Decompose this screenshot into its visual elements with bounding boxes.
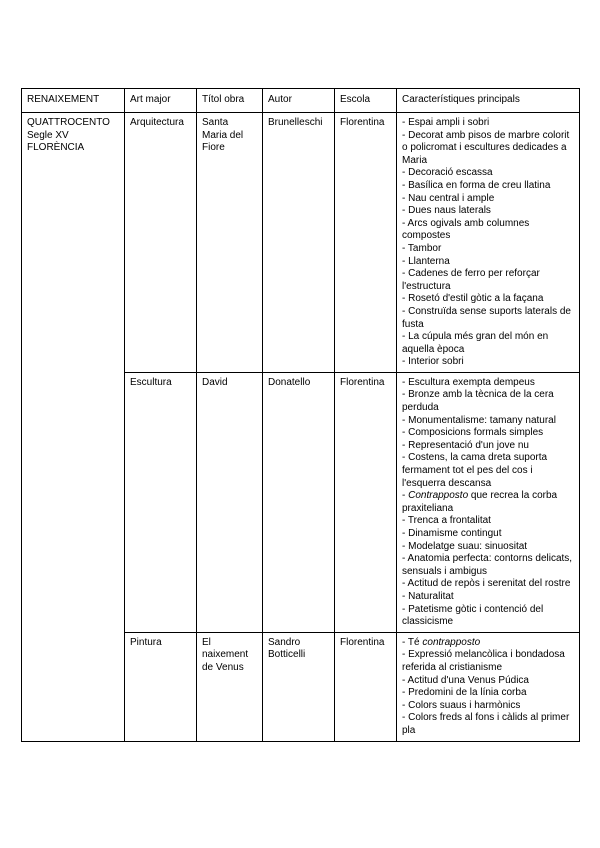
characteristics-cell (397, 372, 580, 632)
header-titol-obra: Títol obra (197, 89, 263, 113)
characteristic-text: - Naturalitat (402, 590, 454, 602)
characteristic-item (402, 218, 575, 243)
author-cell (263, 113, 335, 373)
characteristic-text: - Decoració escassa (402, 167, 493, 179)
characteristic-text: - Representació d'un jove nu (402, 439, 529, 451)
characteristic-item (402, 553, 575, 578)
header-caracteristiques: Característiques principals (397, 89, 580, 113)
characteristic-item (402, 117, 575, 130)
title-line: Fiore (202, 142, 225, 154)
characteristic-text: - Monumentalisme: tamany natural (402, 414, 556, 426)
characteristic-text: - Rosetó d'estil gòtic a la façana (402, 293, 544, 305)
title-cell (197, 372, 263, 632)
title-line: Santa (202, 117, 229, 128)
title-cell (197, 113, 263, 373)
characteristic-item (402, 356, 575, 369)
characteristic-text: - Decorat amb pisos de marbre colorit o policromat i escultures dedicades a Maria (402, 129, 570, 166)
characteristic-text: - Actitud de repòs i serenitat del rostre (402, 578, 571, 590)
school-cell: Florentina (335, 372, 397, 632)
school-cell: Florentina (335, 632, 397, 741)
characteristic-text: - Costens, la cama dreta suporta fermament tot el pes del cos i l'esquerra descansa (402, 452, 548, 489)
characteristic-item (402, 490, 575, 515)
characteristic-item (402, 687, 575, 700)
period-line: Segle XV (27, 129, 69, 141)
characteristic-text: - Nau central i ample (402, 192, 495, 204)
title-line: El (202, 636, 211, 648)
characteristic-item (402, 452, 575, 490)
title-line: de Venus (202, 661, 244, 673)
author-line: Brunelleschi (268, 117, 323, 128)
characteristic-item (402, 205, 575, 218)
art-cell: Arquitectura (125, 113, 197, 373)
characteristic-text: - (402, 490, 409, 502)
characteristic-item (402, 591, 575, 604)
characteristic-text: - Construïda sense suports laterals de fusta (402, 305, 571, 330)
characteristic-item (402, 193, 575, 206)
characteristic-item (402, 130, 575, 168)
title-cell (197, 632, 263, 741)
characteristic-item (402, 649, 575, 674)
author-cell (263, 372, 335, 632)
characteristic-item (402, 415, 575, 428)
characteristic-item (402, 541, 575, 554)
characteristic-text: - Composicions formals simples (402, 427, 544, 439)
characteristic-text: - Bronze amb la tècnica de la cera perduda (402, 389, 554, 414)
characteristic-item (402, 389, 575, 414)
characteristic-text: Contrapposto (408, 490, 469, 502)
characteristic-item (402, 427, 575, 440)
characteristic-text: - Tambor (402, 242, 442, 254)
header-escola: Escola (335, 89, 397, 113)
characteristic-text: - Dues naus laterals (402, 205, 491, 217)
header-art-major: Art major (125, 89, 197, 113)
characteristic-item (402, 243, 575, 256)
school-cell: Florentina (335, 113, 397, 373)
period-cell (22, 113, 125, 742)
characteristic-text: - Predomini de la línia corba (402, 687, 527, 699)
characteristic-item (402, 440, 575, 453)
characteristic-item (402, 167, 575, 180)
characteristic-item (402, 578, 575, 591)
characteristic-text: - Arcs ogivals amb columnes compostes (402, 217, 530, 242)
author-line: Botticelli (268, 649, 306, 661)
characteristic-text: - Patetisme gòtic i contenció del classicisme (402, 603, 544, 628)
title-line: naixement (202, 649, 249, 661)
characteristic-item (402, 268, 575, 293)
characteristic-text: - Anatomia perfecta: contorns delicats, sensuals i ambigus (402, 553, 573, 577)
characteristic-text: - Interior sobri (402, 356, 464, 368)
title-line: Maria del (202, 129, 244, 141)
author-line: Sandro (268, 636, 301, 648)
characteristic-text: - Té (402, 636, 423, 648)
characteristic-item (402, 180, 575, 193)
characteristic-text: - Colors suaus i harmònics (402, 699, 521, 711)
author-cell (263, 632, 335, 741)
characteristic-text: que recrea la corba praxiteliana (402, 490, 558, 514)
characteristic-text: - Basílica en forma de creu llatina (402, 179, 551, 191)
characteristics-cell (397, 632, 580, 741)
characteristic-text: - Escultura exempta dempeus (402, 376, 535, 388)
art-cell: Pintura (125, 632, 197, 741)
table-row (22, 113, 580, 373)
characteristic-item (402, 256, 575, 269)
header-autor: Autor (263, 89, 335, 113)
header-row (22, 89, 580, 113)
characteristic-item (402, 675, 575, 688)
period-line: QUATTROCENTO (27, 117, 110, 128)
characteristic-text: - Colors freds al fons i càlids al primer pla (402, 712, 570, 736)
characteristic-text: - Cadenes de ferro per reforçar l'estructura (402, 268, 540, 292)
characteristic-text: - Dinamisme contingut (402, 528, 502, 539)
characteristic-text: - Modelatge suau: sinuositat (402, 540, 528, 552)
characteristic-text: - Llanterna (402, 255, 450, 267)
characteristic-item (402, 528, 575, 541)
period-line: FLORÈNCIA (27, 142, 85, 154)
characteristic-item (402, 331, 575, 356)
characteristic-item (402, 377, 575, 390)
characteristic-text: - Expressió melancòlica i bondadosa referida al cristianisme (402, 649, 565, 673)
characteristic-item (402, 293, 575, 306)
characteristic-text: contrapposto (422, 636, 481, 648)
characteristics-cell (397, 113, 580, 373)
characteristic-item (402, 637, 575, 650)
characteristic-item (402, 700, 575, 713)
title-line: David (202, 376, 228, 388)
header-renaixement: RENAIXEMENT (22, 89, 125, 113)
characteristic-item (402, 515, 575, 528)
characteristic-item (402, 306, 575, 331)
characteristic-text: - Actitud d'una Venus Púdica (402, 674, 529, 686)
characteristic-text: - Espai ampli i sobri (402, 117, 490, 128)
renaissance-table (21, 88, 580, 742)
characteristic-item (402, 604, 575, 629)
characteristic-text: - La cúpula més gran del món en aquella època (402, 331, 549, 355)
art-cell: Escultura (125, 372, 197, 632)
characteristic-item (402, 712, 575, 737)
author-line: Donatello (268, 376, 311, 388)
characteristic-text: - Trenca a frontalitat (402, 515, 491, 527)
